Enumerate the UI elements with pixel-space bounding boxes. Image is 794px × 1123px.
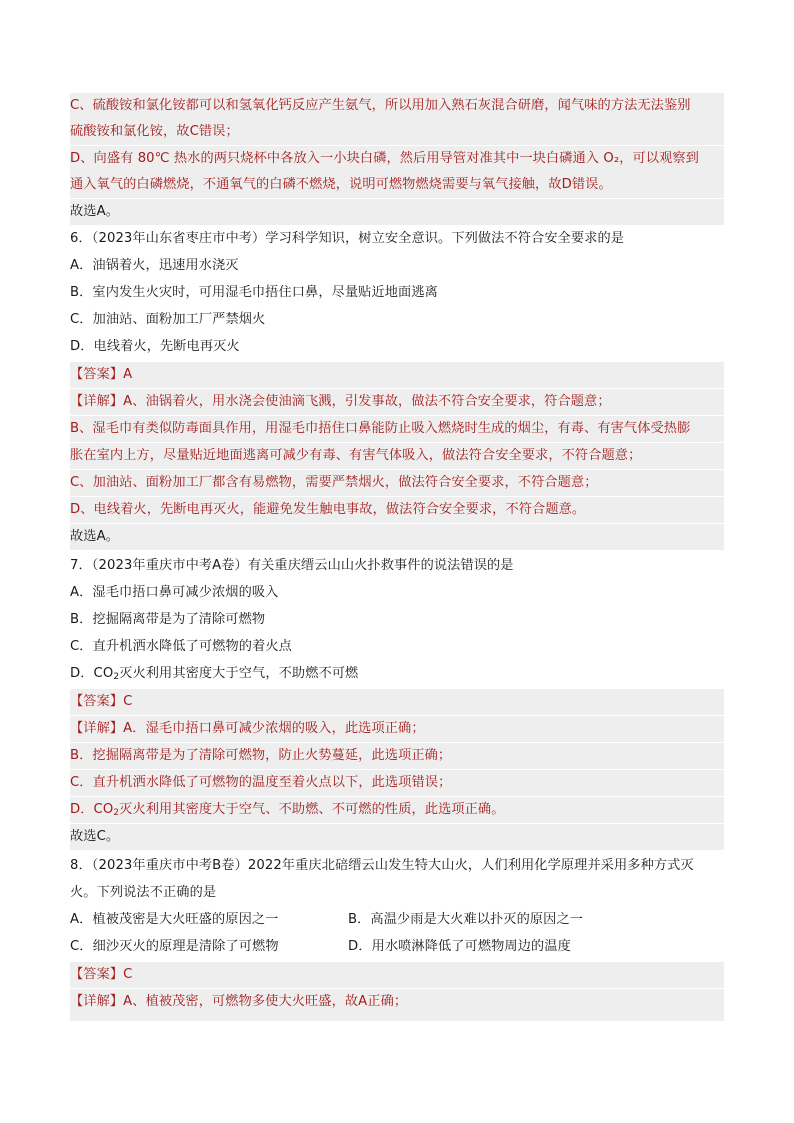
shade-bottom-edge [70, 1015, 724, 1021]
q6-answer-value: A [123, 367, 133, 382]
q8-stem-line1: 8．（2023年重庆市中考B卷）2022年重庆北碚缙云山发生特大山火，人们利用化学原理并采用多种方式灭 [70, 858, 694, 873]
q8-option-d: D．用水喷淋降低了可燃物周边的温度 [348, 939, 571, 954]
answer-tag: 【答案】 [70, 694, 124, 709]
q7-detail-d-prefix: D．CO [70, 802, 114, 817]
detail-tag: 【详解】 [70, 394, 124, 409]
q6-option-b: B．室内发生火灾时，可用湿毛巾捂住口鼻，尽量贴近地面逃离 [70, 285, 438, 300]
q7-detail-d-subscript: 2 [113, 808, 120, 818]
q8-options-row1 [70, 907, 724, 933]
q7-option-a: A．湿毛巾捂口鼻可减少浓烟的吸入 [70, 585, 279, 600]
q8-detail-a [70, 989, 724, 1015]
q6-answer-line [70, 362, 724, 388]
q8-options-row2 [70, 934, 724, 960]
q6-detail-b-line1: B、湿毛巾有类似防毒面具作用，用湿毛巾捂住口鼻能防止吸入燃烧时生成的烟尘，有毒、有害气体受热膨 [70, 416, 724, 442]
q6-stem: 6．（2023年山东省枣庄市中考）学习科学知识，树立安全意识。下列做法不符合安全要求的是 [70, 231, 625, 246]
q7-detail-a-text: A．湿毛巾捂口鼻可减少浓烟的吸入，此选项正确； [123, 721, 425, 736]
q8-answer-line [70, 962, 724, 988]
q8-option-a: A．植被茂密是大火旺盛的原因之一 [70, 912, 279, 927]
q7-detail-a [70, 716, 724, 742]
q6-option-c: C．加油站、面粉加工厂严禁烟火 [70, 312, 266, 327]
answer-tag: 【答案】 [70, 367, 124, 382]
q7-stem: 7．（2023年重庆市中考A卷）有关重庆缙云山山火扑救事件的说法错误的是 [70, 558, 514, 573]
q7-detail-c: C．直升机洒水降低了可燃物的温度至着火点以下，此选项错误； [70, 770, 724, 796]
answer-tag: 【答案】 [70, 967, 124, 982]
q5-analysis-d-line1: D、向盛有 80℃ 热水的两只烧杯中各放入一小块白磷，然后用导管对准其中一块白磷通入 O₂，可以观察到 [70, 146, 724, 172]
q6-detail-a [70, 389, 724, 415]
q7-detail-d-text: 灭火利用其密度大于空气、不助燃、不可燃的性质，此选项正确。 [119, 802, 505, 817]
q7-option-d-subscript: 2 [113, 672, 120, 682]
q8-stem-line2: 火。下列说法不正确的是 [70, 885, 217, 900]
q7-answer-value: C [123, 694, 133, 709]
q5-analysis-d-line2: 通入氧气的白磷燃烧，不通氧气的白磷不燃烧，说明可燃物燃烧需要与氧气接触，故D错误。 [70, 172, 724, 198]
q7-answer-line [70, 689, 724, 715]
q6-detail-d: D、电线着火，先断电再灭火，能避免发生触电事故，做法符合安全要求，不符合题意。 [70, 497, 724, 523]
q7-conclusion: 故选C。 [70, 824, 724, 850]
q7-option-b: B．挖掘隔离带是为了清除可燃物 [70, 612, 266, 627]
q7-detail-b: B．挖掘隔离带是为了清除可燃物，防止火势蔓延，此选项正确； [70, 743, 724, 769]
q8-option-b: B．高温少雨是大火难以扑灭的原因之一 [348, 912, 584, 927]
q8-answer-value: C [123, 967, 133, 982]
q5-conclusion: 故选A。 [70, 199, 724, 225]
detail-tag: 【详解】 [70, 721, 124, 736]
q7-option-c: C．直升机洒水降低了可燃物的着火点 [70, 639, 292, 654]
q5-analysis-c-line1: C、硫酸铵和氯化铵都可以和氢氧化钙反应产生氨气，所以用加入熟石灰混合研磨，闻气味的方法无法鉴别 [70, 93, 724, 119]
q7-option-d-prefix: D．CO [70, 666, 114, 681]
q5-analysis-c-line2: 硫酸铵和氯化铵，故C错误； [70, 119, 724, 145]
q7-detail-d [70, 797, 724, 823]
q7-option-d-text: 灭火利用其密度大于空气，不助燃不可燃 [119, 666, 359, 681]
q8-option-c: C．细沙灭火的原理是清除了可燃物 [70, 939, 279, 954]
detail-tag: 【详解】 [70, 994, 124, 1009]
q6-conclusion: 故选A。 [70, 524, 724, 550]
q6-detail-c: C、加油站、面粉加工厂都含有易燃物，需要严禁烟火，做法符合安全要求，不符合题意； [70, 470, 724, 496]
q6-detail-a-text: A、油锅着火，用水浇会使油滴飞溅，引发事故，做法不符合安全要求，符合题意； [123, 394, 611, 409]
q7-option-d [70, 661, 724, 687]
q8-detail-a-text: A、植被茂密，可燃物多使大火旺盛，故A正确； [123, 994, 408, 1009]
q6-detail-b-line2: 胀在室内上方，尽量贴近地面逃离可减少有毒、有害气体吸入，做法符合安全要求，不符合题意； [70, 443, 724, 469]
q6-option-d: D．电线着火，先断电再灭火 [70, 339, 240, 354]
q6-option-a: A．油锅着火，迅速用水浇灭 [70, 258, 239, 273]
